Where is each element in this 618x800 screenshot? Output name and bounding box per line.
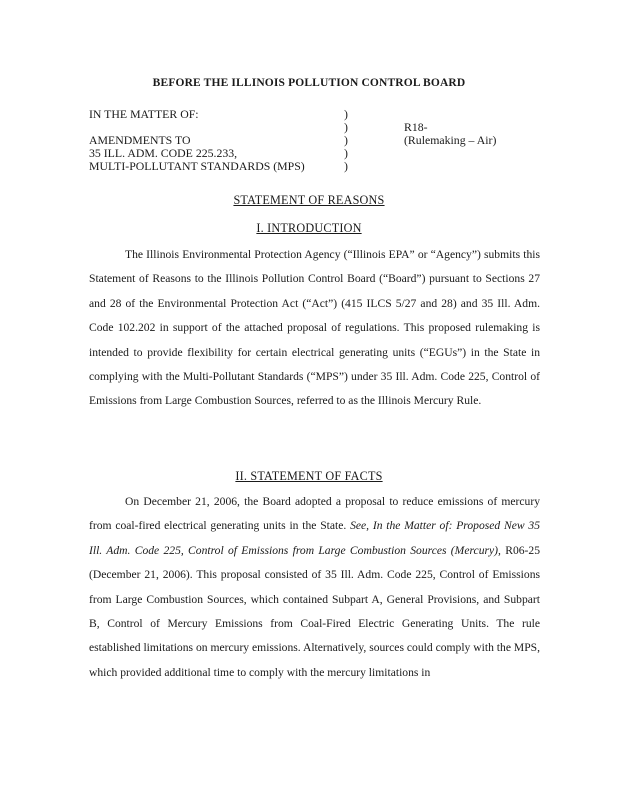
caption-mps-line: MULTI-POLLUTANT STANDARDS (MPS) — [89, 159, 305, 173]
caption-right-column — [404, 121, 544, 147]
caption-left-column — [89, 108, 339, 173]
paren: ) — [344, 146, 348, 160]
introduction-paragraph — [89, 243, 540, 414]
paren: ) — [344, 120, 348, 134]
caption-amendments-line: AMENDMENTS TO — [89, 133, 191, 147]
paren: ) — [344, 133, 348, 147]
facts-text-before-citation: On December 21, 2006, the Board adopted a proposal to reduce emissions of mercury from coal-fired electrical generating units in the State. — [89, 495, 540, 533]
board-title: BEFORE THE ILLINOIS POLLUTION CONTROL BOARD — [152, 77, 466, 89]
facts-text-after-citation: R06-25 (December 21, 2006). This proposal consisted of 35 Ill. Adm. Code 225, Control of Emissions from Large Combustion Sources, which contained Subpart A, General Provisions, and Subpart B, Control of Mercury Emissions from Coal-Fired Electric Generating Units. The rule established limitations on mercury emissions. Alternatively, sources could comply with the MPS, which provided additional time to comply with the mercury limitations in — [89, 543, 540, 679]
case-caption — [89, 108, 549, 180]
docket-number: R18- — [404, 120, 428, 134]
introduction-heading: I. INTRODUCTION — [256, 221, 362, 235]
caption-matter: IN THE MATTER OF: — [89, 107, 199, 121]
caption-code-line: 35 ILL. ADM. CODE 225.233, — [89, 146, 238, 160]
facts-paragraph — [89, 490, 540, 685]
docket-type: (Rulemaking – Air) — [404, 133, 497, 147]
paren: ) — [344, 159, 348, 173]
facts-citation: See, In the Matter of: Proposed New 35 Ill. Adm. Code 225, Control of Emissions from Large Combustion Sources (Mercury), — [89, 519, 540, 557]
paren: ) — [344, 107, 348, 121]
statement-of-reasons-heading: STATEMENT OF REASONS — [233, 193, 385, 207]
statement-of-facts-heading: II. STATEMENT OF FACTS — [235, 469, 383, 483]
caption-parentheses — [344, 108, 354, 173]
introduction-text: The Illinois Environmental Protection Agency (“Illinois EPA” or “Agency”) submits this Statement of Reasons to the Illinois Pollution Control Board (“Board”) pursuant to Sections 27 and 28 of the Environmental Protection Act (“Act”) (415 ILCS 5/27 and 28) and 35 Ill. Adm. Code 102.202 in support of the attached proposal of regulations. This proposed rulemaking is intended to provide flexibility for certain electrical generating units (“EGUs”) in the State in complying with the Multi-Pollutant Standards (“MPS”) under 35 Ill. Adm. Code 225, Control of Emissions from Large Combustion Sources, referred to as the Illinois Mercury Rule. — [89, 248, 540, 408]
